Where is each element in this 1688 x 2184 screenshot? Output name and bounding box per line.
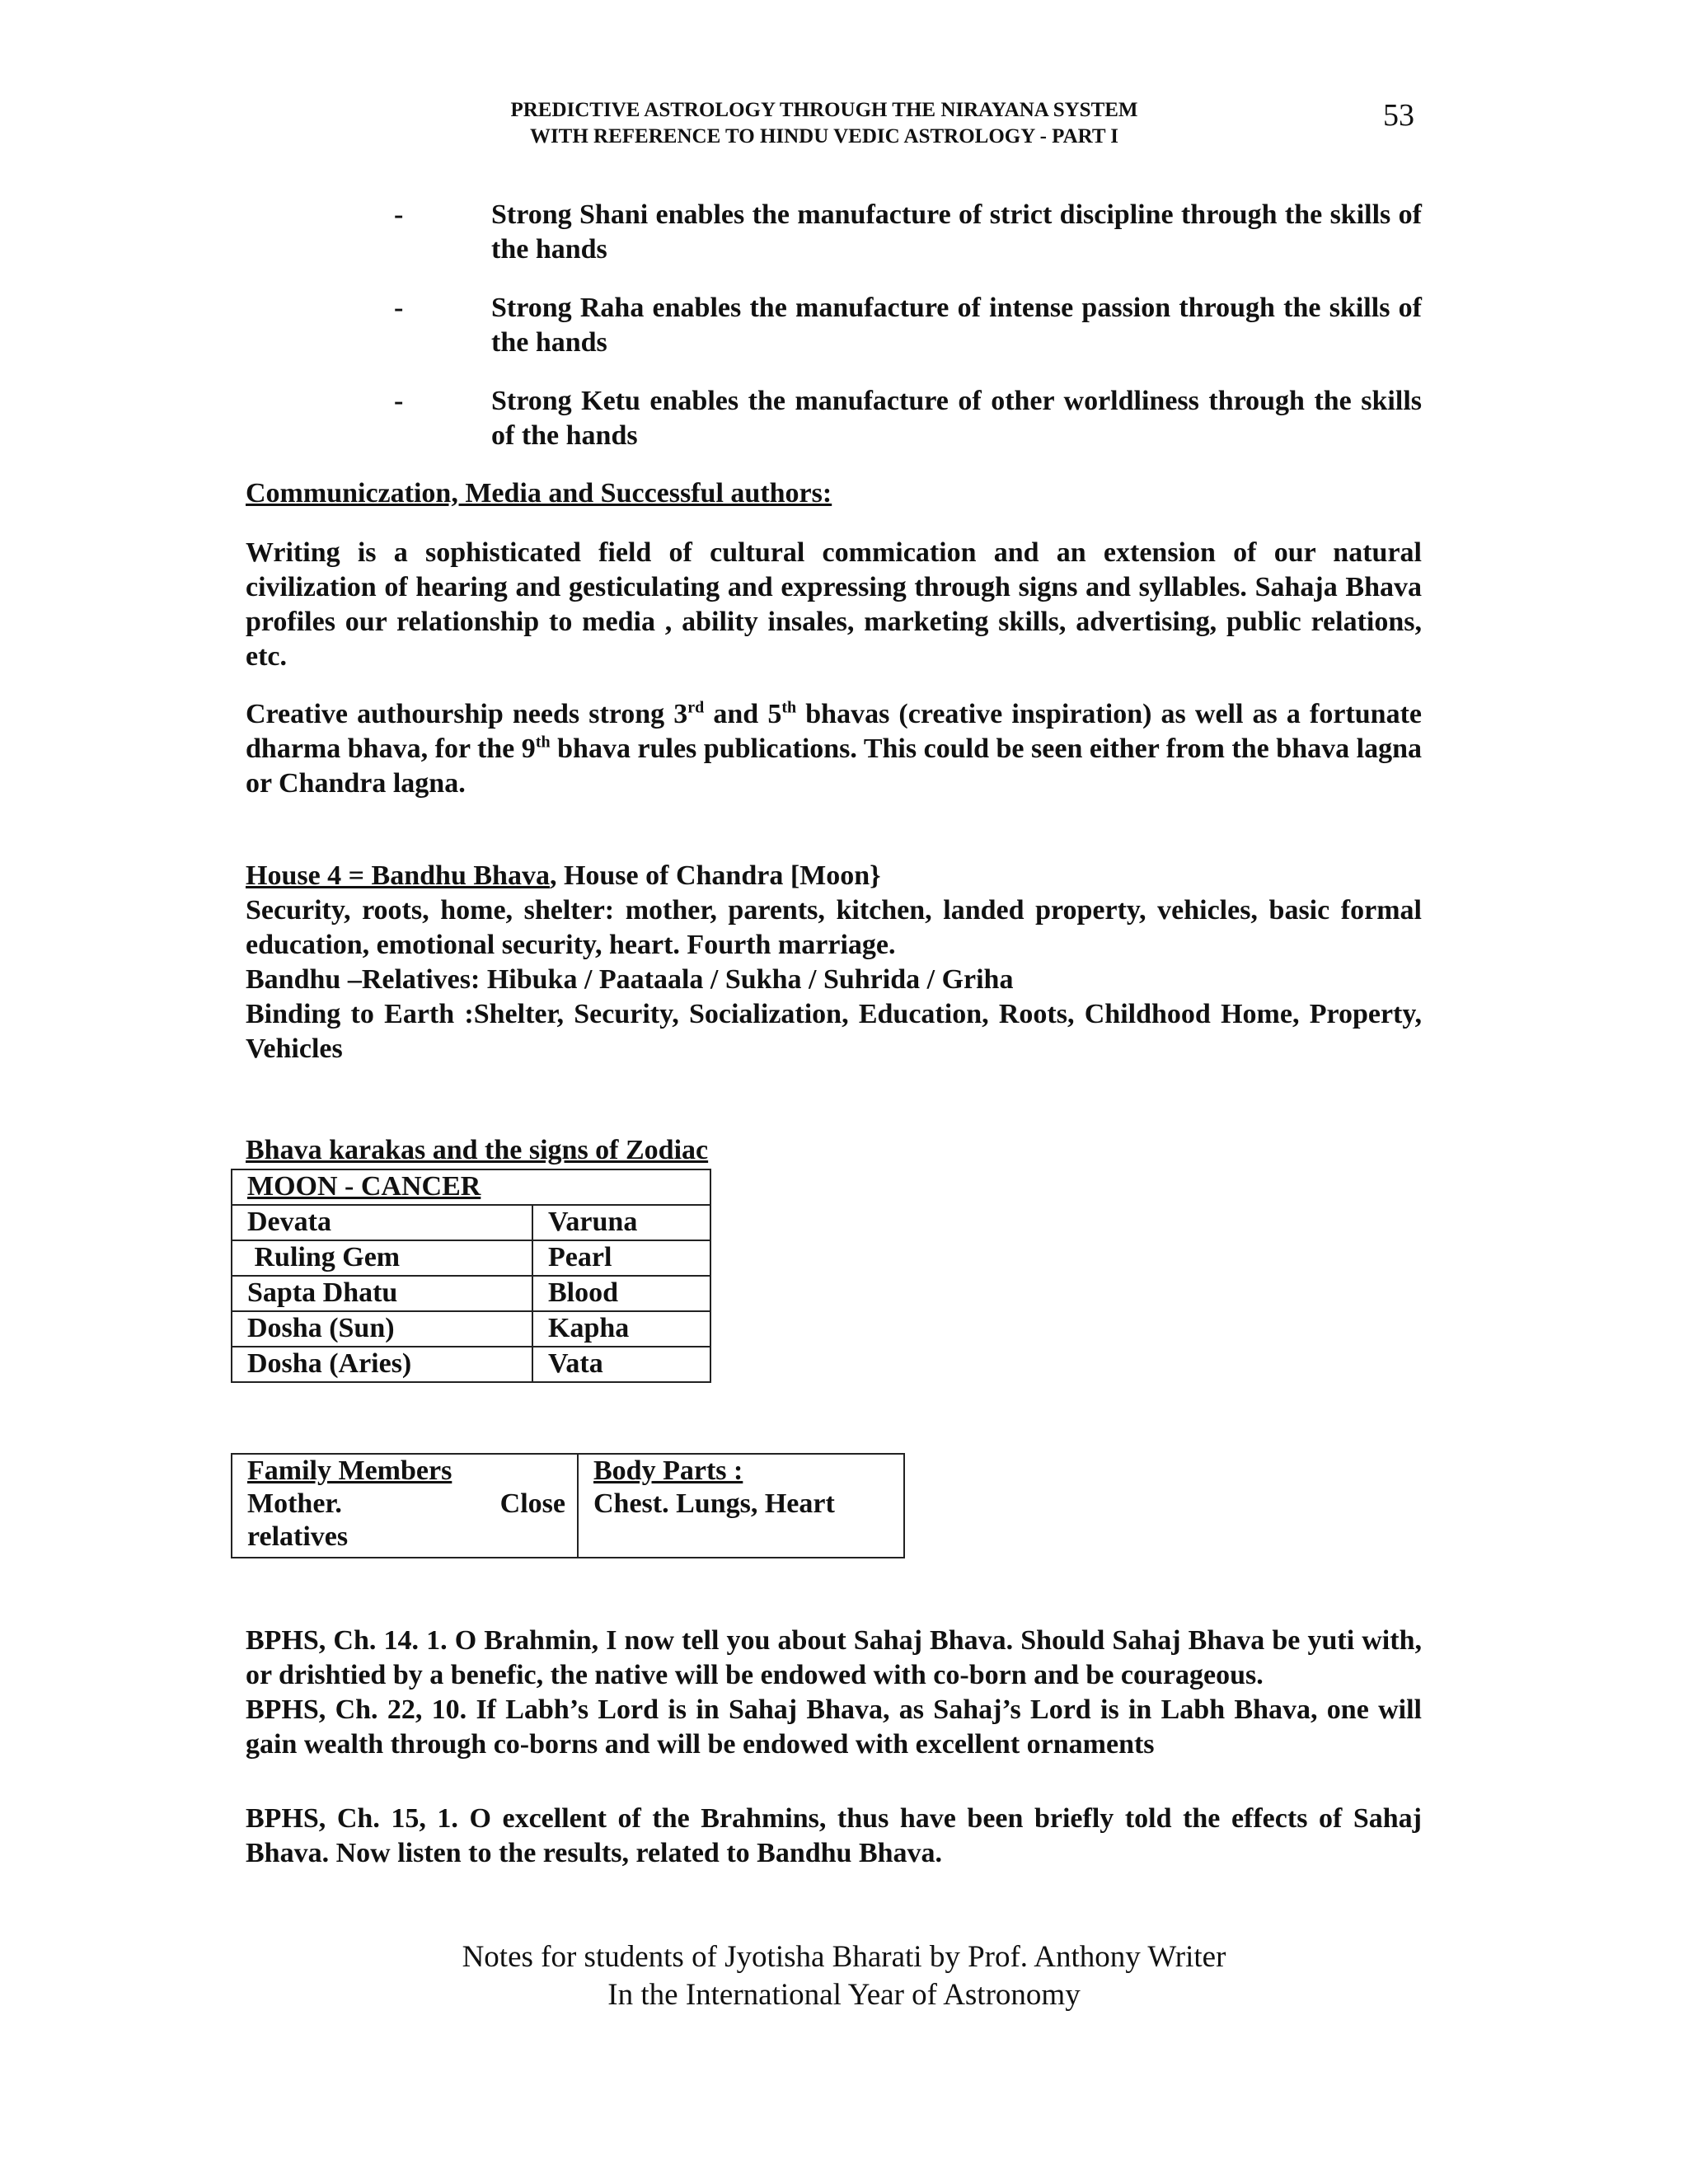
- table-cell-label: Devata: [232, 1205, 532, 1240]
- house-4-line: Binding to Earth :Shelter, Security, Socialization, Education, Roots, Childhood Home, Property, Vehicles: [246, 999, 1422, 1064]
- bphs-quote: BPHS, Ch. 14. 1. O Brahmin, I now tell you about Sahaj Bhava. Should Sahaj Bhava be yuti with, or drishtied by a benefic, the native will be endowed with co-born and be courageous.: [246, 1625, 1422, 1690]
- bphs-quote: BPHS, Ch. 15, 1. O excellent of the Brahmins, thus have been briefly told the effects of Sahaj Bhava. Now listen to the results, related to Bandhu Bhava.: [246, 1803, 1422, 1868]
- bullet-dash: -: [394, 386, 404, 416]
- table-cell-value: Pearl: [532, 1240, 710, 1276]
- section-heading-communication: Communiczation, Media and Successful authors:: [246, 478, 832, 509]
- table-title: MOON - CANCER: [232, 1169, 710, 1205]
- page-footer: [349, 1938, 1339, 2014]
- text-run: and 5: [704, 699, 782, 729]
- house-4-line: Security, roots, home, shelter: mother, parents, kitchen, landed property, vehicles, basic formal education, emotional security, heart. Fourth marriage.: [246, 895, 1422, 960]
- table-cell-value: Blood: [532, 1276, 710, 1311]
- house-4-line: Bandhu –Relatives: Hibuka / Paataala / Sukha / Suhrida / Griha: [246, 964, 1014, 995]
- header-line-2: WITH REFERENCE TO HINDU VEDIC ASTROLOGY - PART I: [529, 125, 1119, 148]
- superscript: rd: [687, 698, 705, 717]
- table-row: [232, 1240, 710, 1276]
- text-run: bhavas (creative inspiration) as well as a fortunate dharma bhava, for the 9: [246, 699, 1422, 764]
- table-cell-value: Vata: [532, 1347, 710, 1382]
- house-4-title-rest: , House of Chandra [Moon}: [549, 860, 881, 891]
- bullet-dash: -: [394, 199, 404, 230]
- table-cell-label: Ruling Gem: [232, 1240, 532, 1276]
- family-members-line: relatives: [247, 1521, 349, 1552]
- body-parts-text: Chest. Lungs, Heart: [593, 1488, 835, 1519]
- bullet-text: Strong Ketu enables the manufacture of other worldliness through the skills of the hands: [491, 386, 1422, 451]
- house-4-title: [246, 859, 1422, 893]
- bullet-dash: -: [394, 293, 404, 323]
- table-row: [232, 1205, 710, 1240]
- table-row: [232, 1347, 710, 1382]
- superscript: th: [781, 698, 797, 717]
- header-line-1: PREDICTIVE ASTROLOGY THROUGH THE NIRAYANA SYSTEM: [510, 99, 1138, 121]
- family-members-line: [247, 1488, 565, 1521]
- family-members-table: [231, 1453, 905, 1558]
- table-row: [232, 1454, 904, 1558]
- table-row: [232, 1169, 710, 1205]
- bphs-quote: BPHS, Ch. 22, 10. If Labh’s Lord is in Sahaj Bhava, as Sahaj’s Lord is in Labh Bhava, one will gain wealth through co-borns and will be endowed with excellent ornaments: [246, 1694, 1422, 1760]
- page-number: 53: [1383, 98, 1414, 133]
- running-header: [412, 97, 1236, 150]
- body-parts-cell: [578, 1454, 904, 1558]
- table-cell-label: Sapta Dhatu: [232, 1276, 532, 1311]
- house-4-title-underlined: House 4 = Bandhu Bhava: [246, 860, 550, 891]
- text-run: Mother.: [247, 1488, 342, 1519]
- body-parts-heading: Body Parts :: [593, 1455, 743, 1486]
- bullet-text: Strong Shani enables the manufacture of strict discipline through the skills of the hands: [491, 199, 1422, 265]
- text-run: Close: [499, 1488, 565, 1519]
- paragraph-authorship: [246, 697, 1422, 801]
- table-cell-label: Dosha (Aries): [232, 1347, 532, 1382]
- footer-line-2: In the International Year of Astronomy: [607, 1978, 1081, 2012]
- table-row: [232, 1276, 710, 1311]
- text-run: bhava rules publications. This could be seen either from the bhava lagna or Chandra lagna.: [246, 733, 1422, 799]
- table-cell-value: Varuna: [532, 1205, 710, 1240]
- bphs-quotes: [246, 1624, 1422, 1762]
- karakas-table: [231, 1169, 711, 1383]
- family-members-heading: Family Members: [247, 1455, 452, 1486]
- text-run: Creative authourship needs strong 3: [246, 699, 688, 729]
- paragraph-writing: Writing is a sophisticated field of cultural commication and an extension of our natural civilization of hearing and gesticulating and expressing through signs and syllables. Sahaja Bhava profiles our relationship to media , ability insales, marketing skills, advertising, public relations, etc.: [246, 537, 1422, 672]
- section-house-4: [246, 859, 1422, 1066]
- bullet-text: Strong Raha enables the manufacture of intense passion through the skills of the hands: [491, 293, 1422, 358]
- table-row: [232, 1311, 710, 1347]
- table-cell-label: Dosha (Sun): [232, 1311, 532, 1347]
- family-members-cell: [232, 1454, 578, 1558]
- superscript: th: [535, 733, 551, 752]
- table-cell-value: Kapha: [532, 1311, 710, 1347]
- footer-line-1: Notes for students of Jyotisha Bharati by Prof. Anthony Writer: [462, 1940, 1226, 1974]
- karakas-heading: Bhava karakas and the signs of Zodiac: [246, 1135, 709, 1165]
